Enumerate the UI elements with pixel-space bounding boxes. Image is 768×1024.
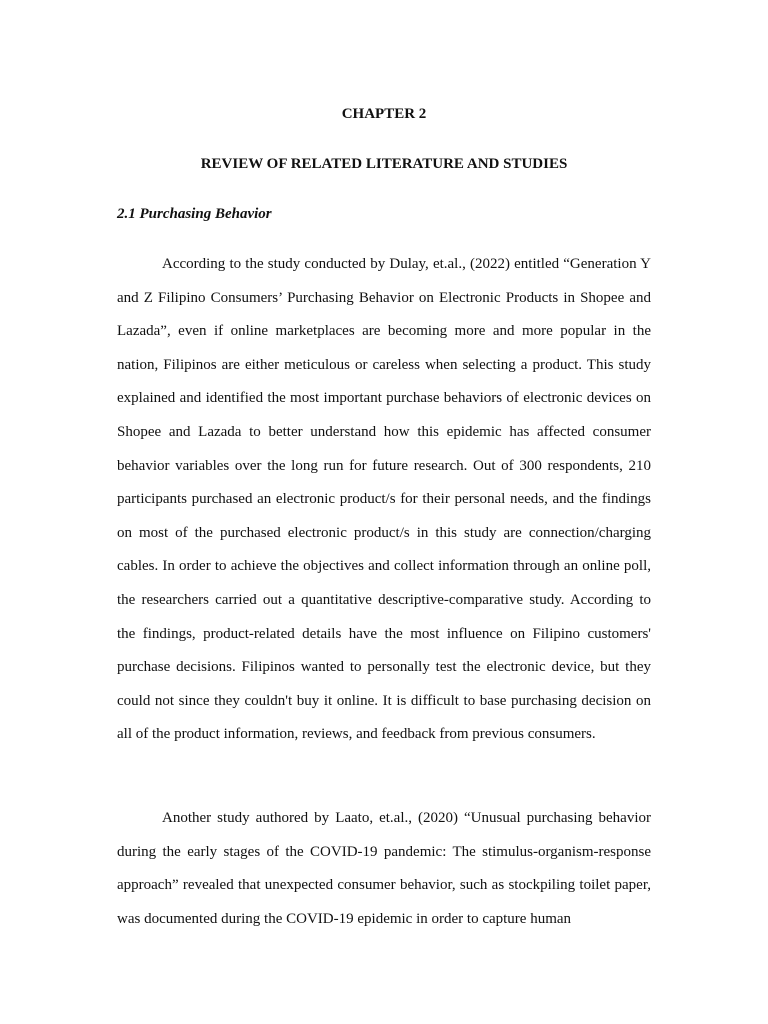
body-paragraph: Another study authored by Laato, et.al., (2020) “Unusual purchasing behavior during the early stages of the COVID-19 pandemic: The stimulus-organism-response approach” revealed that unexpected consumer behavior, such as stockpiling toilet paper, was documented during the COVID-19 epidemic in order to capture human — [117, 810, 651, 927]
chapter-title: REVIEW OF RELATED LITERATURE AND STUDIES — [200, 156, 568, 172]
section-heading: 2.1 Purchasing Behavior — [117, 206, 272, 222]
body-paragraph: According to the study conducted by Dulay, et.al., (2022) entitled “Generation Y and Z Filipino Consumers’ Purchasing Behavior on Electronic Products in Shopee and Lazada”, even if online marketplaces are becoming more and more popular in the nation, Filipinos are either meticulous or careless when selecting a product. This study explained and identified the most important purchase behaviors of electronic devices on Shopee and Lazada to better understand how this epidemic has affected consumer behavior variables over the long run for future research. Out of 300 respondents, 210 participants purchased an electronic product/s for their personal needs, and the findings on most of the purchased electronic product/s in this study are connection/charging cables. In order to achieve the objectives and collect information through an online poll, the researchers carried out a quantitative descriptive-comparative study. According to the findings, product-related details have the most influence on Filipino customers' purchase decisions. Filipinos wanted to personally test the electronic device, but they could not since they couldn't buy it online. It is difficult to base purchasing decision on all of the product information, reviews, and feedback from previous consumers. — [117, 256, 651, 743]
chapter-number: CHAPTER 2 — [341, 106, 427, 122]
